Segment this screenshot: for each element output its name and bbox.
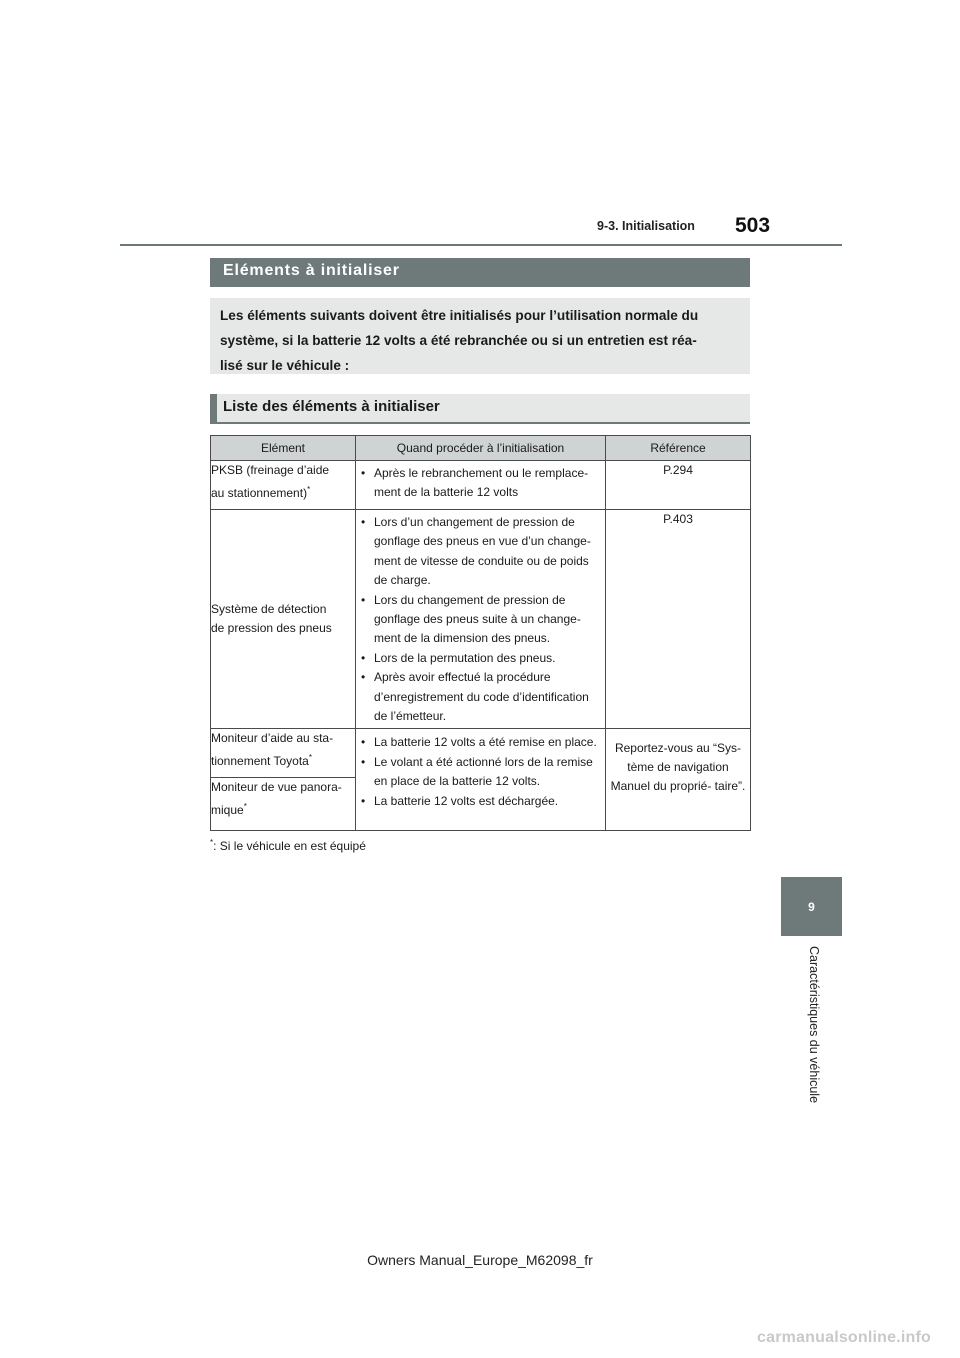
intro-line: Les éléments suivants doivent être initialisés pour l’utilisation normale du <box>220 308 699 323</box>
list-item: • Le volant a été actionné lors de la remise en place de la batterie 12 volts. <box>360 753 601 792</box>
optional-equipment-mark: * <box>308 753 312 763</box>
list-item: • Après avoir effectué la procédure d’enregistrement du code d’identification de l’émetteur. <box>360 668 601 726</box>
watermark: carmanualsonline.info <box>757 1329 932 1346</box>
element-name-line: de pression des pneus <box>211 621 332 636</box>
when-cell <box>356 510 606 729</box>
subsection-title: Liste des éléments à initialiser <box>210 394 750 424</box>
element-name-line: Système de détection <box>211 602 327 617</box>
optional-equipment-mark: * <box>307 485 311 494</box>
chapter-number: 9 <box>808 899 815 914</box>
when-cell <box>356 461 606 510</box>
reference-cell: P.403 <box>606 510 751 729</box>
intro-line: lisé sur le véhicule : <box>220 358 350 373</box>
element-cell <box>211 778 356 831</box>
list-item: • Lors du changement de pression de gonflage des pneus suite à un change- ment de la dimension des pneus. <box>360 591 601 649</box>
when-cell <box>356 729 606 831</box>
element-name-line: au stationnement) <box>211 486 308 500</box>
element-name-line: Moniteur d’aide au sta- <box>211 731 334 746</box>
column-header-element: Elément <box>211 436 356 461</box>
column-header-reference: Référence <box>606 436 751 461</box>
table-header-row <box>211 436 751 461</box>
page-number: 503 <box>735 214 771 237</box>
list-item: • La batterie 12 volts est déchargée. <box>360 792 601 811</box>
table-row <box>211 729 751 778</box>
element-cell <box>211 729 356 778</box>
reference-cell: Reportez-vous au “Sys- tème de navigation Manuel du proprié- taire”. <box>606 729 751 831</box>
chapter-title: Caractéristiques du véhicule <box>807 946 821 1104</box>
list-item: • Lors d’un changement de pression de gonflage des pneus en vue d’un change- ment de vitesse de conduite ou de poids de charge. <box>360 513 601 591</box>
section-title: Eléments à initialiser <box>210 258 750 287</box>
element-cell <box>211 461 356 510</box>
element-name-line: PKSB (freinage d’aide <box>211 463 330 477</box>
column-header-when: Quand procéder à l’initialisation <box>356 436 606 461</box>
table-row <box>211 510 751 729</box>
optional-equipment-mark: * <box>243 802 247 812</box>
element-name-line: tionnement Toyota <box>211 754 309 769</box>
intro-paragraph <box>210 298 750 374</box>
footnote-mark: * <box>210 838 214 847</box>
running-header-section: 9-3. Initialisation <box>597 219 695 233</box>
header-divider <box>120 244 842 246</box>
reference-cell: P.294 <box>606 461 751 510</box>
chapter-tab <box>781 877 842 936</box>
element-name-line: mique <box>211 803 244 818</box>
element-name-line: Moniteur de vue panora- <box>211 780 342 795</box>
initialization-table <box>210 435 751 831</box>
list-item: • La batterie 12 volts a été remise en place. <box>360 733 601 752</box>
footnote-text: : Si le véhicule en est équipé <box>213 839 366 853</box>
intro-line: système, si la batterie 12 volts a été rebranchée ou si un entretien est réa- <box>220 333 697 348</box>
footnote <box>210 838 366 853</box>
table-row <box>211 461 751 510</box>
footer-manual-id: Owners Manual_Europe_M62098_fr <box>367 1252 593 1268</box>
element-cell <box>211 510 356 729</box>
list-item: • Lors de la permutation des pneus. <box>360 649 601 668</box>
list-item: • Après le rebranchement ou le remplace- ment de la batterie 12 volts <box>360 464 601 503</box>
